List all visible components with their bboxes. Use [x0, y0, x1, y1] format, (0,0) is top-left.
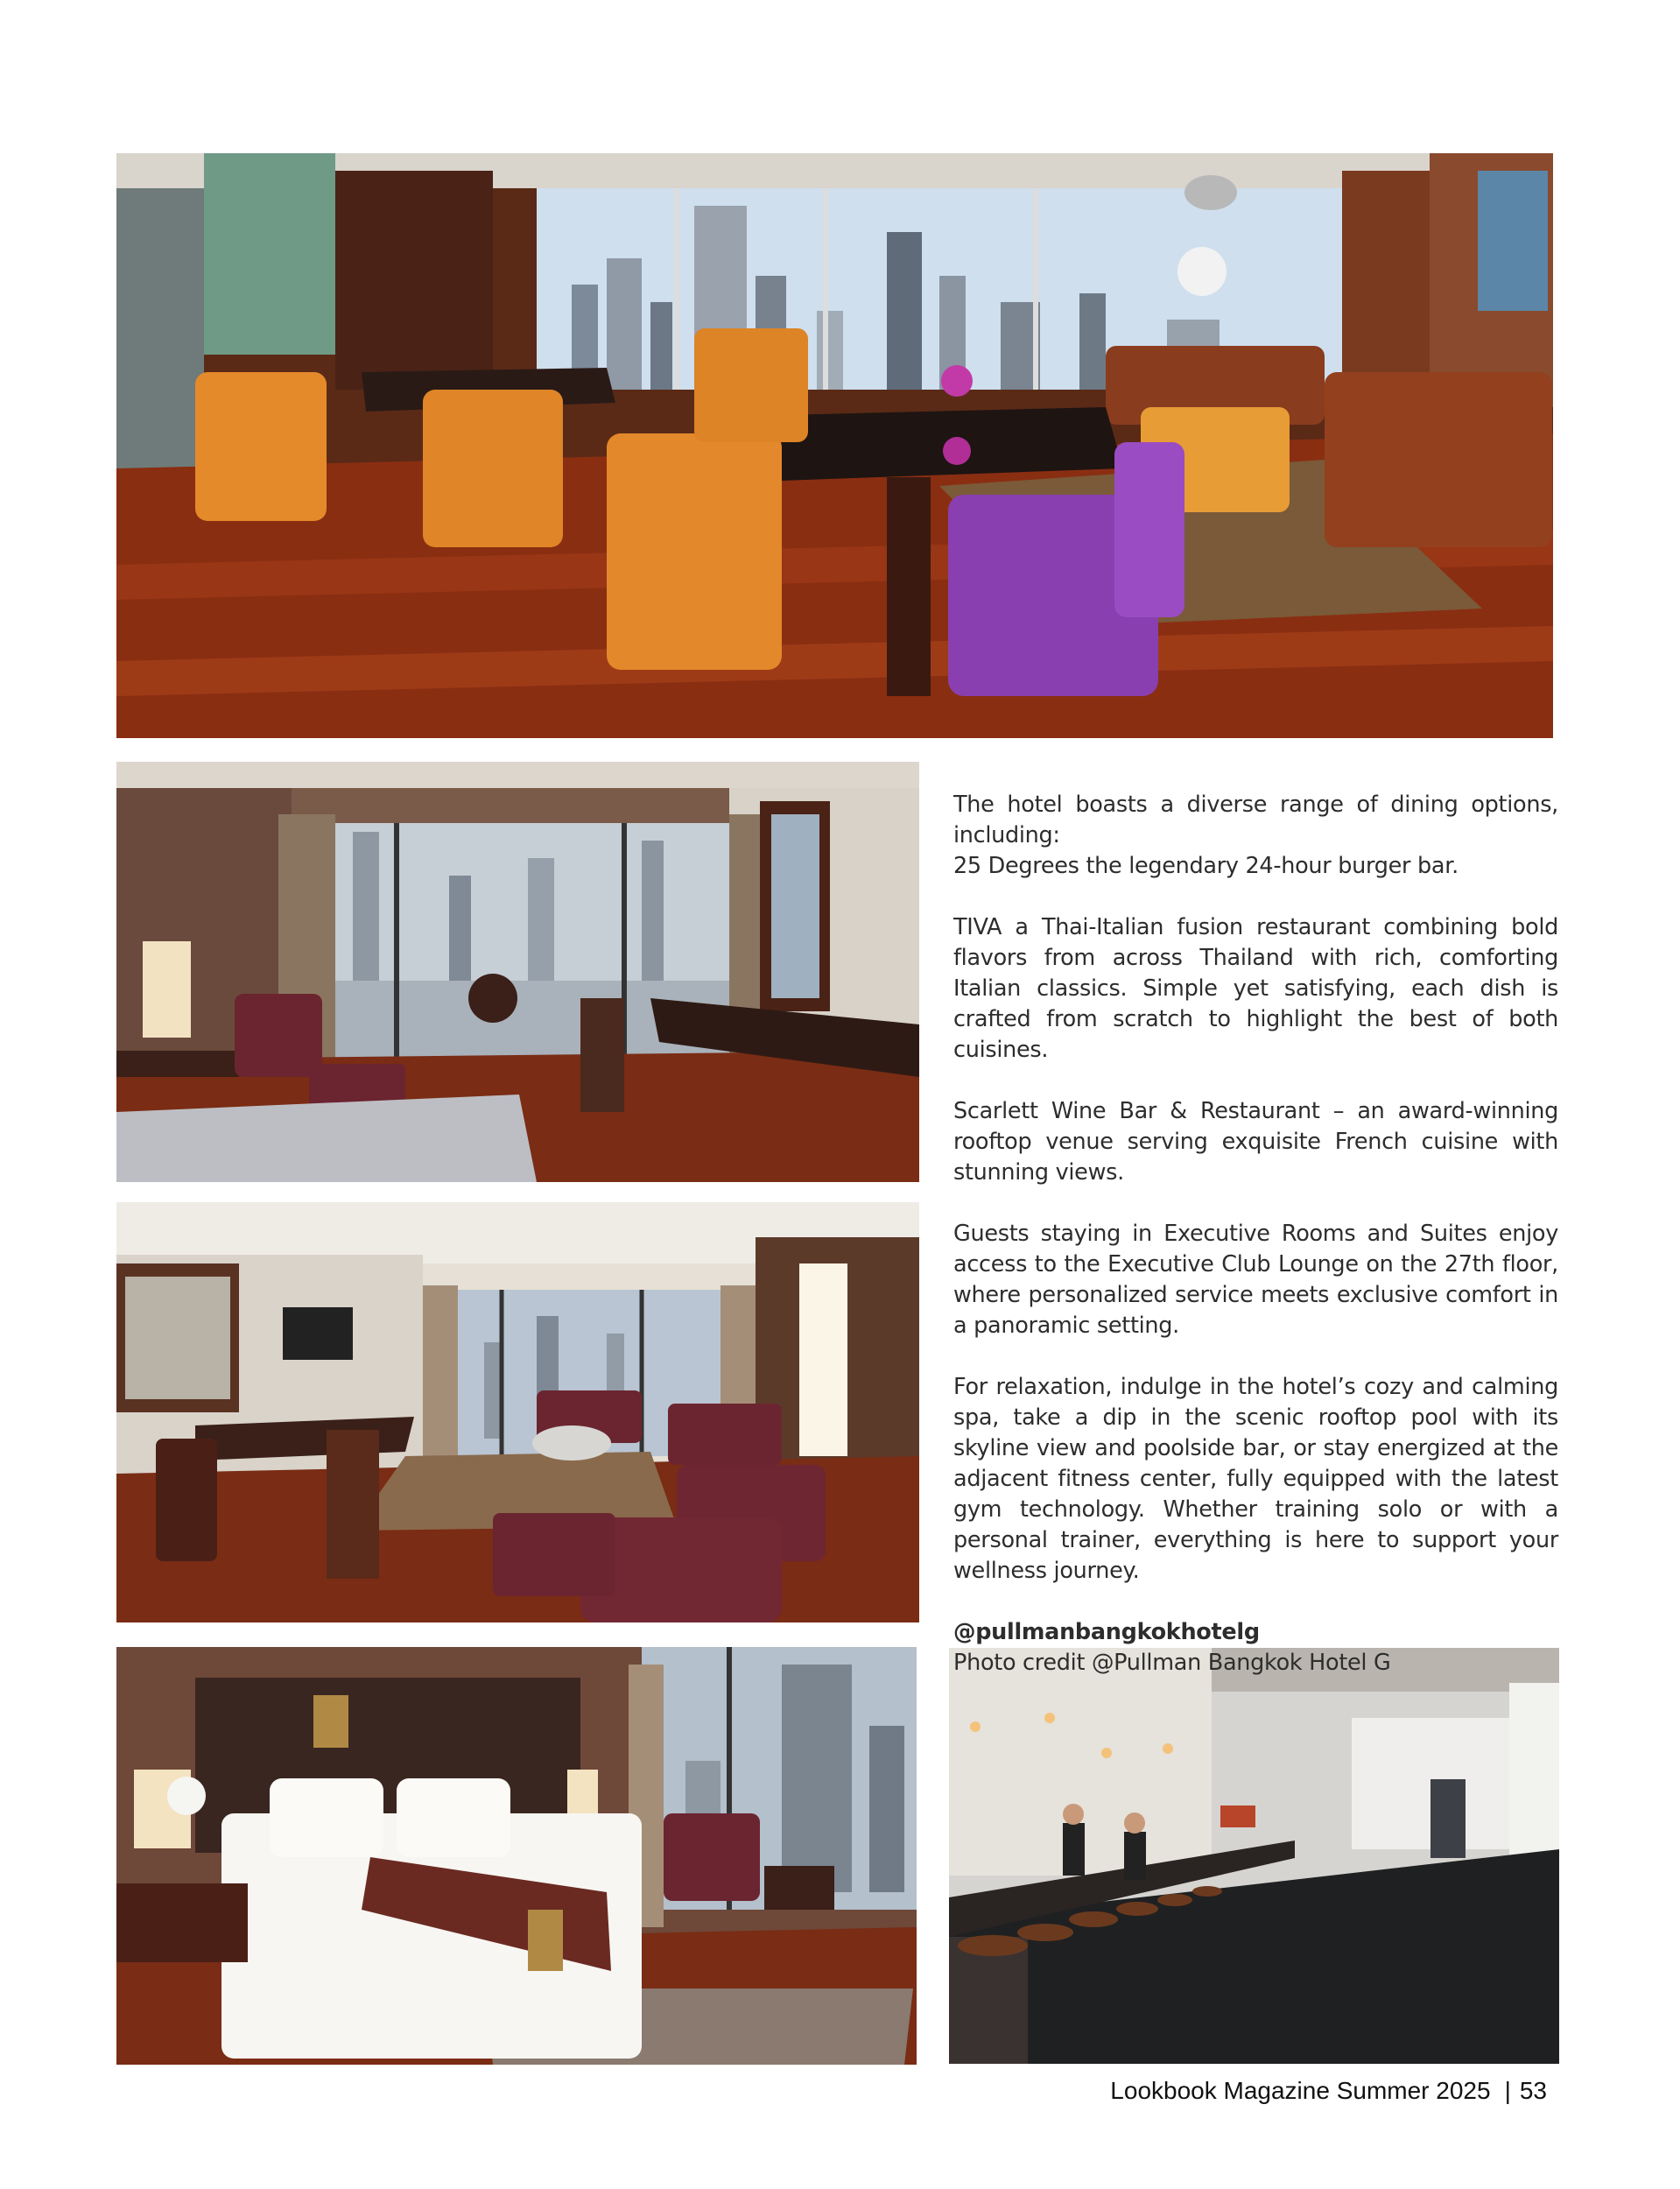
lounge-photo — [116, 153, 1553, 738]
bar-photo — [949, 1648, 1559, 2064]
suite-living-photo — [116, 1202, 919, 1622]
dining-item-scarlett: Scarlett Wine Bar & Restaurant – an award-winning rooftop venue serving exquisite French cuisine with stunning views. — [953, 1098, 1558, 1186]
page-number: 53 — [1519, 2077, 1547, 2104]
dining-item-25-degrees: 25 Degrees the legendary 24-hour burger bar. — [953, 853, 1459, 879]
credits — [953, 1617, 1558, 1679]
guest-room-photo — [116, 762, 919, 1182]
instagram-handle: @pullmanbangkokhotelg — [953, 1619, 1260, 1645]
magazine-name: Lookbook Magazine Summer 2025 — [1110, 2077, 1491, 2104]
photo-credit: Photo credit @Pullman Bangkok Hotel G — [953, 1650, 1391, 1676]
dining-intro: The hotel boasts a diverse range of dining options, including: — [953, 792, 1558, 848]
dining-options — [953, 790, 1558, 882]
dining-item-tiva: TIVA a Thai-Italian fusion restaurant combining bold flavors from across Thailand with rich, comforting Italian classics. Simple yet satisfying, each dish is crafted from scratch to highlight the best of both cuisines. — [953, 914, 1558, 1063]
page-footer — [1110, 2077, 1547, 2105]
executive-lounge-paragraph: Guests staying in Executive Rooms and Suites enjoy access to the Executive Club Lounge on the 27th floor, where personalized service meets exclusive comfort in a panoramic setting. — [953, 1221, 1558, 1339]
footer-separator: | — [1504, 2077, 1511, 2104]
article-text — [953, 790, 1558, 1679]
bedroom-photo — [116, 1647, 917, 2065]
wellness-paragraph: For relaxation, indulge in the hotel’s cozy and calming spa, take a dip in the scenic rooftop pool with its skyline view and poolside bar, or stay energized at the adjacent fitness center, fully equipped with the latest gym technology. Whether training solo or with a personal trainer, everything is here to support your wellness journey. — [953, 1374, 1558, 1584]
